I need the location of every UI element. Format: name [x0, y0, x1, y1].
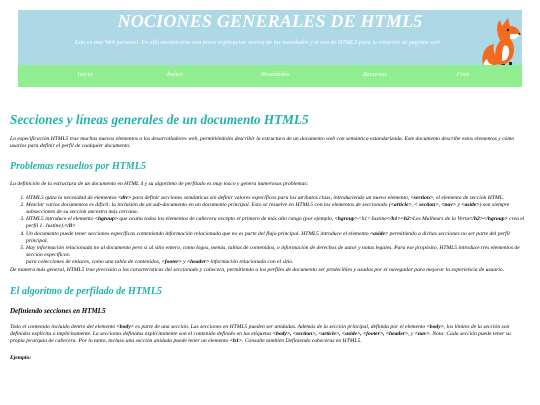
fox-logo-icon — [480, 12, 522, 72]
main-nav — [18, 65, 522, 87]
nav-item-inicio[interactable]: Inicio — [77, 71, 93, 78]
problems-intro: La definición de la estructura de un documento en HTML 4 y su algoritmo de perfilado es muy tosco y genera numerosos problemas: — [10, 181, 309, 188]
intro-paragraph: La especificación HTML5 trae muchas nuevos elementos a los desarrolladores web, permitiéndoles describir la estructura de un documento web con semántica estandarizada. Este documento describe estos elementos y cómo usarlos para definir el perfil de cualquier documento. — [10, 136, 515, 150]
sections-subheading: Definiendo secciones en HTML5 — [10, 306, 106, 315]
problems-heading: Problemas resueltos por HTML5 — [10, 161, 146, 173]
problems-list — [10, 195, 526, 267]
example-label: Ejemplo: — [10, 355, 32, 362]
algorithm-heading: El algoritmo de perfilado de HTML5 — [10, 285, 162, 297]
list-item: 5. Hay información relacionada no al documento pero sí al sitio entero, como logos, menús, tablas de contenidos, o información de derechos de autor y notas legales. Para ese propósito, HTML5 introduce tres elementos de sección específicos: para colecciones de enlaces, como una tabla de contenidos, <footer> y <header> información relacionada con el sitio. — [26, 245, 526, 267]
page-heading: Secciones y líneas generales de un documento HTML5 — [10, 112, 309, 127]
nav-item-foro[interactable]: Foro — [456, 71, 470, 78]
site-header — [18, 10, 522, 65]
nav-item-novedades[interactable]: Novedades — [260, 71, 290, 78]
nav-item-recursos[interactable]: Recursos — [363, 71, 387, 78]
site-description: Esta es una Web personal. En ella encontrarás una breve explicación acerca de las novedades y el uso de HTML5 para la creación de páginas web. — [74, 39, 442, 46]
list-item: 2. Mezclar varios documentos es difícil: la inclusión de un sub-documento en un documento principal. Esto se resuelve en HTML5 con los elementos de seccionado (<article>, < section>, <nav> y <aside>) son siempre subsecciones de su sección ancestra más cercana. — [26, 202, 526, 216]
main-content — [10, 112, 526, 363]
list-item: 3. HTML5 introduce el elemento <hgroup> que oculta todos los elementos de cabecera excepto el primero de más alto rango (por ejemplo, <hgroup><h1>Justine</h1><h2>Les Malheurs de la Vertu</h2></hgroup> crea el perfil 1. Justine).</li> — [26, 216, 526, 230]
list-item: 4. Un documento puede tener secciones específicas conteniendo información relacionada que no es parte del flujo principal. HTML5 introduce el elemento <aside> permitiendo a dichas secciones no ser parte del perfil principal. — [26, 231, 526, 245]
site-title: NOCIONES GENERALES DE HTML5 — [117, 11, 423, 31]
nav-item-indice[interactable]: Índice — [166, 71, 184, 78]
list-item: 1. HTML5 quita la necesidad de elementos <div> para definir secciones semánticas sin definir valores específicos para los atributos class, introduciendo un nuevo elemento, <section>, el elemento de sección HTML. — [26, 195, 526, 202]
sections-paragraph: Todo el contenido incluido dentro del elemento <body> es parte de una sección. Las secciones en HTML5 pueden ser anidadas. Además de la sección principal, definida por el elemento <body>, los límites de la sección son definidos explícita o implícitamente. La secciones definidas explícitamente son el contenido definido en las etiquetas <body>, <section>, <article>, <aside>, <footer>, <header>, y <nav>. Nota: Cada sección puede tener su propia jerarquía de cabecera. Por lo tanto, incluso una sección anidada puede tener un elemento <h1>. Consulte también Definiendo cabeceras en HTML5. — [10, 323, 511, 345]
summary-paragraph: De manera más general, HTML5 trae precisión a las características del seccionado y cabecera, permitiendo a los perfiles de documento ser predecibles y usados por el navegador para mejorar la experiencia de usuario. — [10, 266, 505, 273]
